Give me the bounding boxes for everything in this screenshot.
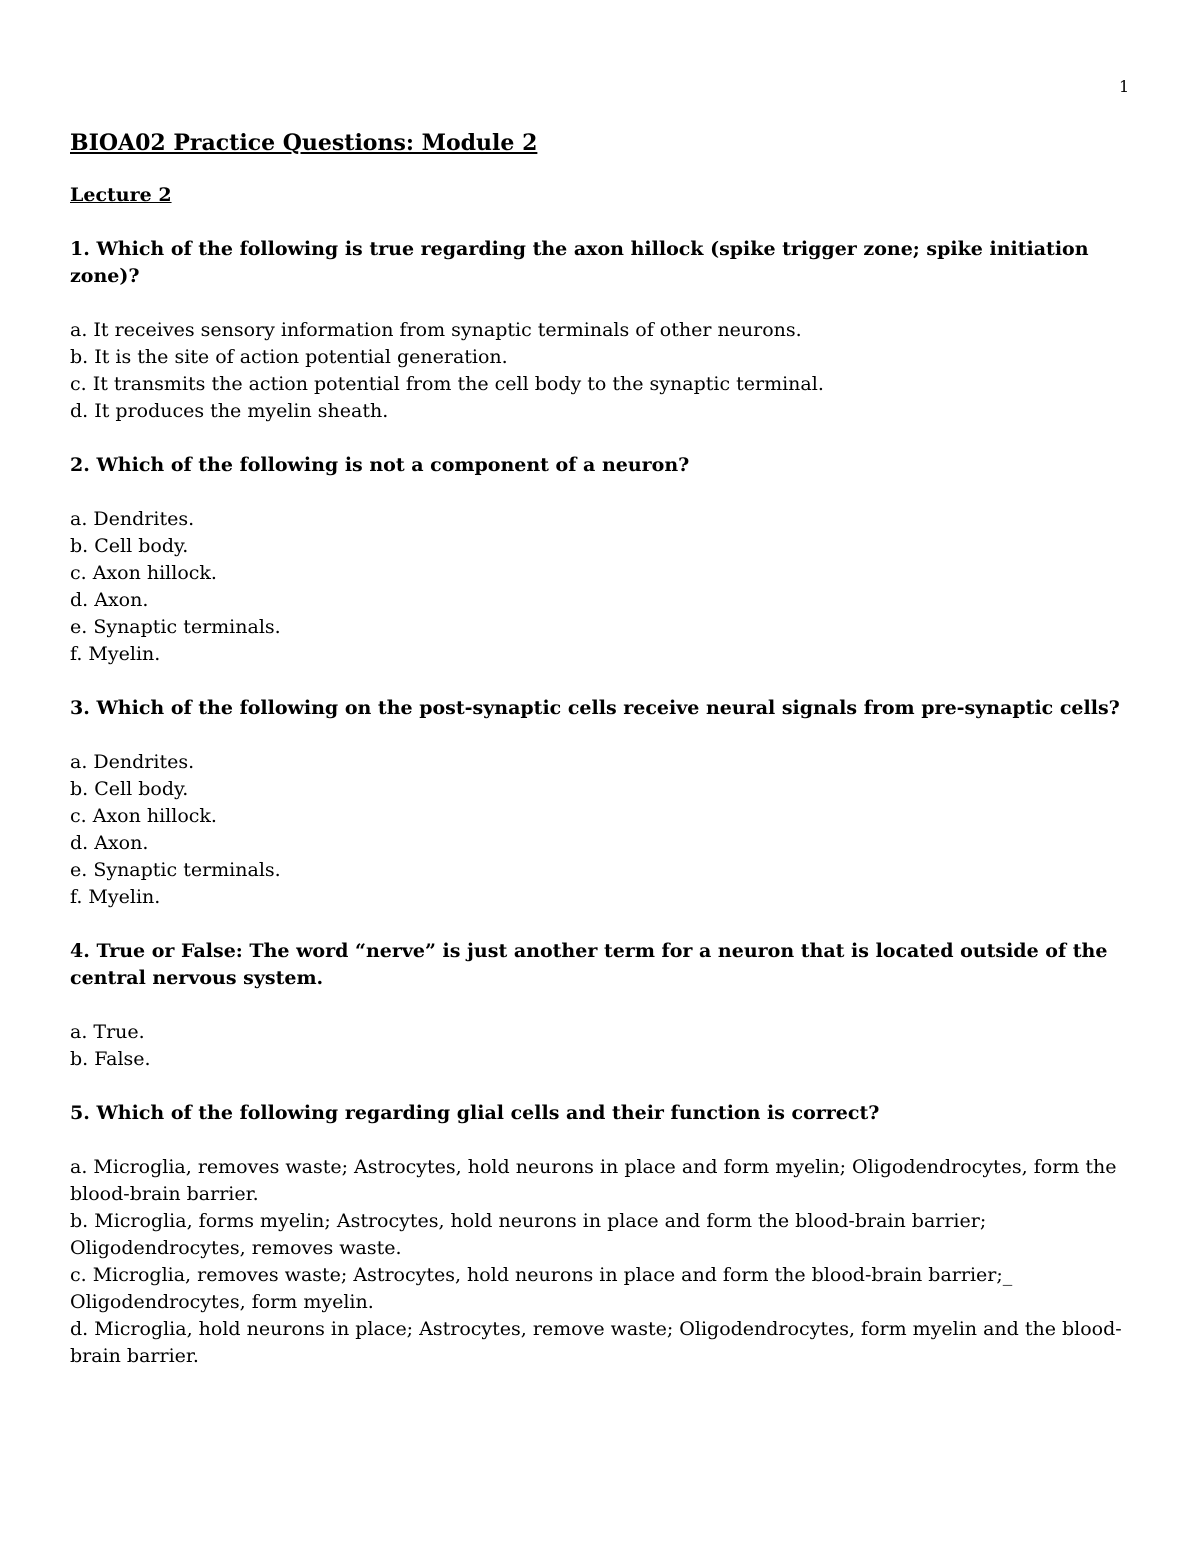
question-3-option-a: a. Dendrites.: [70, 751, 195, 773]
question-2-options: [70, 506, 1132, 668]
question-3-option-c: c. Axon hillock.: [70, 805, 217, 827]
question-1-options: [70, 317, 1132, 425]
document-body: [70, 124, 1132, 1397]
question-4-options: [70, 1019, 1132, 1073]
question-block-3: [70, 695, 1132, 911]
question-2-option-c: c. Axon hillock.: [70, 562, 217, 584]
question-block-5: [70, 1100, 1132, 1370]
question-4-text: 4. True or False: The word “nerve” is just another term for a neuron that is located outside of the central nervous system.: [70, 940, 1108, 989]
question-2-option-d: d. Axon.: [70, 589, 149, 611]
question-3-option-e: e. Synaptic terminals.: [70, 859, 281, 881]
question-4-option-a: a. True.: [70, 1021, 145, 1043]
question-2-text: 2. Which of the following is not a component of a neuron?: [70, 454, 690, 476]
question-5-options: [70, 1154, 1132, 1370]
question-5-text: 5. Which of the following regarding glial cells and their function is correct?: [70, 1102, 880, 1124]
question-block-2: [70, 452, 1132, 668]
question-5-option-c: c. Microglia, removes waste; Astrocytes, hold neurons in place and form the blood-brain barrier;_ Oligodendrocytes, form myelin.: [70, 1264, 1013, 1313]
question-3-option-f: f. Myelin.: [70, 886, 161, 908]
page-number: 1: [1119, 77, 1130, 96]
document-title: BIOA02 Practice Questions: Module 2: [70, 130, 538, 156]
question-1-option-b: b. It is the site of action potential generation.: [70, 346, 508, 368]
question-3-option-b: b. Cell body.: [70, 778, 189, 800]
question-block-4: [70, 938, 1132, 1073]
question-4-option-b: b. False.: [70, 1048, 151, 1070]
question-list: [70, 236, 1132, 1370]
question-2-option-f: f. Myelin.: [70, 643, 161, 665]
question-5-option-d: d. Microglia, hold neurons in place; Astrocytes, remove waste; Oligodendrocytes, form myelin and the blood-brain barrier.: [70, 1318, 1122, 1367]
question-1-option-c: c. It transmits the action potential from the cell body to the synaptic terminal.: [70, 373, 824, 395]
question-1-option-d: d. It produces the myelin sheath.: [70, 400, 389, 422]
question-2-option-b: b. Cell body.: [70, 535, 189, 557]
question-1-text: 1. Which of the following is true regarding the axon hillock (spike trigger zone; spike initiation zone)?: [70, 238, 1089, 287]
question-3-option-d: d. Axon.: [70, 832, 149, 854]
question-1-option-a: a. It receives sensory information from synaptic terminals of other neurons.: [70, 319, 802, 341]
question-5-option-a: a. Microglia, removes waste; Astrocytes, hold neurons in place and form myelin; Oligodendrocytes, form the blood-brain barrier.: [70, 1156, 1117, 1205]
question-2-option-e: e. Synaptic terminals.: [70, 616, 281, 638]
question-3-options: [70, 749, 1132, 911]
question-2-option-a: a. Dendrites.: [70, 508, 195, 530]
lecture-heading: Lecture 2: [70, 184, 172, 206]
question-5-option-b: b. Microglia, forms myelin; Astrocytes, hold neurons in place and form the blood-brain barrier; Oligodendrocytes, removes waste.: [70, 1210, 987, 1259]
question-block-1: [70, 236, 1132, 425]
question-3-text: 3. Which of the following on the post-synaptic cells receive neural signals from pre-synaptic cells?: [70, 697, 1120, 719]
